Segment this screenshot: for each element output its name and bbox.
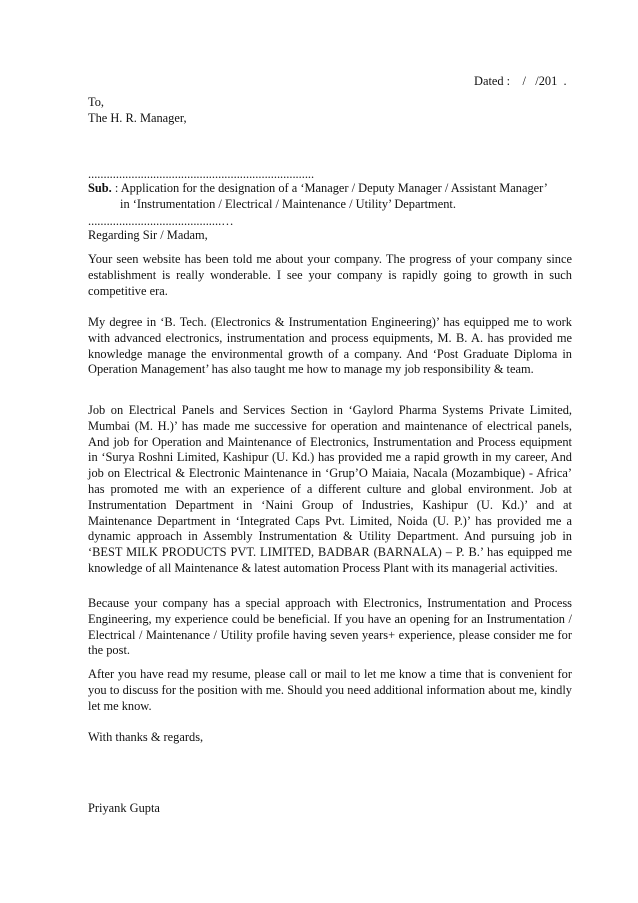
subject-line	[88, 181, 578, 213]
subject-label: Sub.	[88, 181, 112, 195]
paragraph-intro: Your seen website has been told me about your company. The progress of your company since establishment is really wonderable. I see your company is rapidly going to growth in such competitive era.	[88, 252, 572, 298]
recipient-to: To,	[88, 95, 104, 109]
subject-continuation: in ‘Instrumentation / Electrical / Maintenance / Utility’ Department.	[120, 196, 456, 211]
recipient-block	[88, 95, 572, 127]
date-line: Dated : / /201 .	[474, 74, 567, 88]
salutation: Regarding Sir / Madam,	[88, 228, 208, 242]
closing: With thanks & regards,	[88, 730, 204, 744]
paragraph-fit: Because your company has a special approach with Electronics, Instrumentation and Process Engineering, my experience could be beneficial. If you have an opening for an Instrumentation / Electrical / Maintenance / Utility profile having seven years+ experience, please consider me for the post.	[88, 596, 572, 658]
recipient-title: The H. R. Manager,	[88, 110, 187, 125]
address-line-2: ...........................................…	[88, 213, 234, 228]
paragraph-education: My degree in ‘B. Tech. (Electronics & Instrumentation Engineering)’ has equipped me to work with advanced electronics, instrumentation and process equipments, M. B. A. has provided me knowledge manage the environmental growth of a company. And ‘Post Graduate Diploma in Operation Management’ has also taught me how to manage my job responsibility & team.	[88, 315, 572, 377]
paragraph-experience: Job on Electrical Panels and Services Section in ‘Gaylord Pharma Systems Private Limited, Mumbai (M. H.)’ has made me successive for operation and maintenance of electrical panels, And job for Operation and Maintenance of Electronics, Instrumentation and Process equipment in ‘Surya Roshni Limited, Kashipur (U. Kd.) has provided me a rapid growth in my career, And job on Electrical & Electronic Maintenance in ‘Grup’O Maiaia, Nacala (Mozambique) - Africa’ has promoted me with an experience of a different culture and global environment. Job at Instrumentation Department in ‘Naini Group of Industries, Kashipur (U. Kd.)’ and at Maintenance Department in ‘Integrated Caps Pvt. Limited, Noida (U. P.)’ has provided me a dynamic approach in Assembly Instrumentation & Utility Department. And pursuing job in ‘BEST MILK PRODUCTS PVT. LIMITED, BADBAR (BARNALA) – P. B.’ has equipped me knowledge of all Maintenance & latest automation Process Plant with its managerial activities.	[88, 403, 572, 575]
paragraph-followup: After you have read my resume, please call or mail to let me know a time that is convenient for you to discuss for the position with me. Should you need additional information about me, kindly let me know.	[88, 667, 572, 713]
subject-text: : Application for the designation of a ‘Manager / Deputy Manager / Assistant Manager’	[111, 181, 548, 195]
signature-name: Priyank Gupta	[88, 801, 160, 815]
address-line-1: .........................................................................	[88, 166, 315, 181]
